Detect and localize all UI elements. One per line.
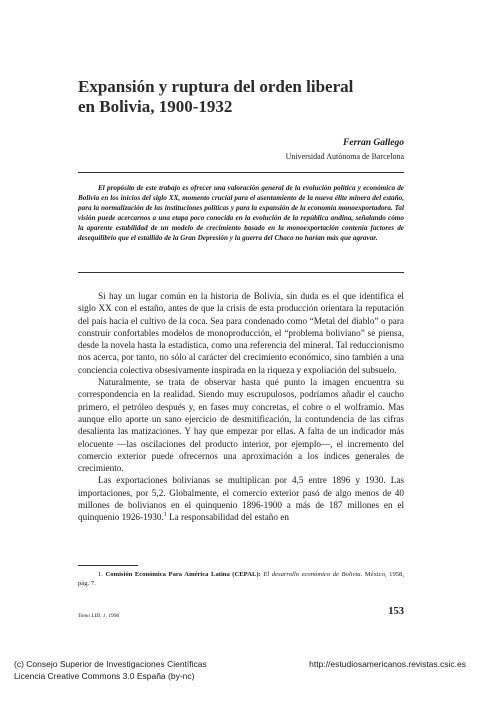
footnote-number: 1.	[98, 571, 103, 578]
license-type: Licencia Creative Commons 3.0 España (by-nc)	[14, 670, 195, 681]
page-number: 153	[388, 606, 404, 617]
license-copyright: (c) Consejo Superior de Investigaciones Científicas	[14, 659, 207, 669]
author-affiliation: Universidad Autónoma de Barcelona	[285, 152, 404, 161]
footnote-work: El desarrollo económico de Bolivia.	[263, 571, 363, 578]
body-paragraph-3	[78, 474, 404, 523]
footnote-author: Comisión Económica Para América Latina (CEPAL):	[105, 571, 261, 578]
footnote	[78, 570, 404, 588]
footnote-reference[interactable]: 1	[163, 512, 167, 519]
body-paragraph-2: Naturalmente, se trata de observar hasta qué punto la imagen encuentra su correspondencia en la realidad. Siendo muy escrupulosos, podríamos añadir el caucho primero, el petróleo después y, en fases muy concretas, el cobre o el wolframio. Mas aunque ello aporte un sano ejercicio de desmitificación, la contundencia de las cifras desalienta las matizaciones. Y hay que empezar por ellas. A falta de un indicador más elocuente —las oscilaciones del producto interior, por ejemplo—, el incremento del comercio exterior puede ofrecernos una aproximación a los índices generales de crecimiento.	[78, 377, 404, 474]
article-title	[78, 77, 408, 117]
footnote-rule	[78, 565, 138, 566]
license-notice	[14, 659, 207, 682]
journal-reference: Tomo LIII, 1, 1996	[78, 613, 120, 619]
body-paragraph-3-text: Las exportaciones bolivianas se multiplican por 4,5 entre 1896 y 1930. Las importaciones, por 5,2. Globalmente, el comercio exterior pasó de algo menos de 40 millones de bolivianos en el quinquenio 1896-1900 a más de 187 millones en el quinquenio 1926-1930.	[78, 475, 404, 523]
body-paragraph-3-tail: La responsabilidad del estaño en	[166, 512, 289, 523]
body-paragraph-1: Si hay un lugar común en la historia de Bolivia, sin duda es el que identifica el siglo XX con el estaño, antes de que la crisis de esta producción orientara la reputación del país hacia el cultivo de la coca. Sea para condenado como “Metal del diablo” o para construir confortables modelos de monoproducción, el “problema boliviano” se piensa, desde la novela hasta la estadística, como una referencia del mineral. Tal reduccionismo nos acerca, por tanto, no sólo al carácter del crecimiento económico, sino también a una conciencia colectiva obsesivamente inspirada en la riqueza y expoliación del subsuelo.	[78, 291, 404, 375]
abstract-bottom-rule	[78, 272, 404, 273]
footnote-place: México, 1958, pág. 7.	[78, 571, 404, 587]
abstract-top-rule	[78, 172, 404, 173]
author-name: Ferran Gallego	[343, 138, 404, 148]
abstract-text: El propósito de este trabajo es ofrecer una valoración general de la evolución política y económica de Bolivia en los inicios del siglo XX, momento crucial para el asentamiento de la nueva élite minera del estaño, para la normalización de las instituciones políticas y para la expansión de la economía monoexportadora. Tal visión puede acercarnos a una etapa poco conocida en la evolución de la república andina, señalando cómo la aparente estabilidad de un modelo de crecimiento basado en la monoexportación contenía factores de desequilibrio que el estallido de la Gran Depresión y la guerra del Chaco no harían más que agravar.	[78, 184, 404, 242]
title-line-2: en Bolivia, 1900-1932	[78, 97, 233, 116]
article-body	[78, 290, 404, 524]
journal-url-link[interactable]: http://estudiosamericanos.revistas.csic.es	[309, 659, 466, 669]
title-line-1: Expansión y ruptura del orden liberal	[78, 77, 354, 96]
